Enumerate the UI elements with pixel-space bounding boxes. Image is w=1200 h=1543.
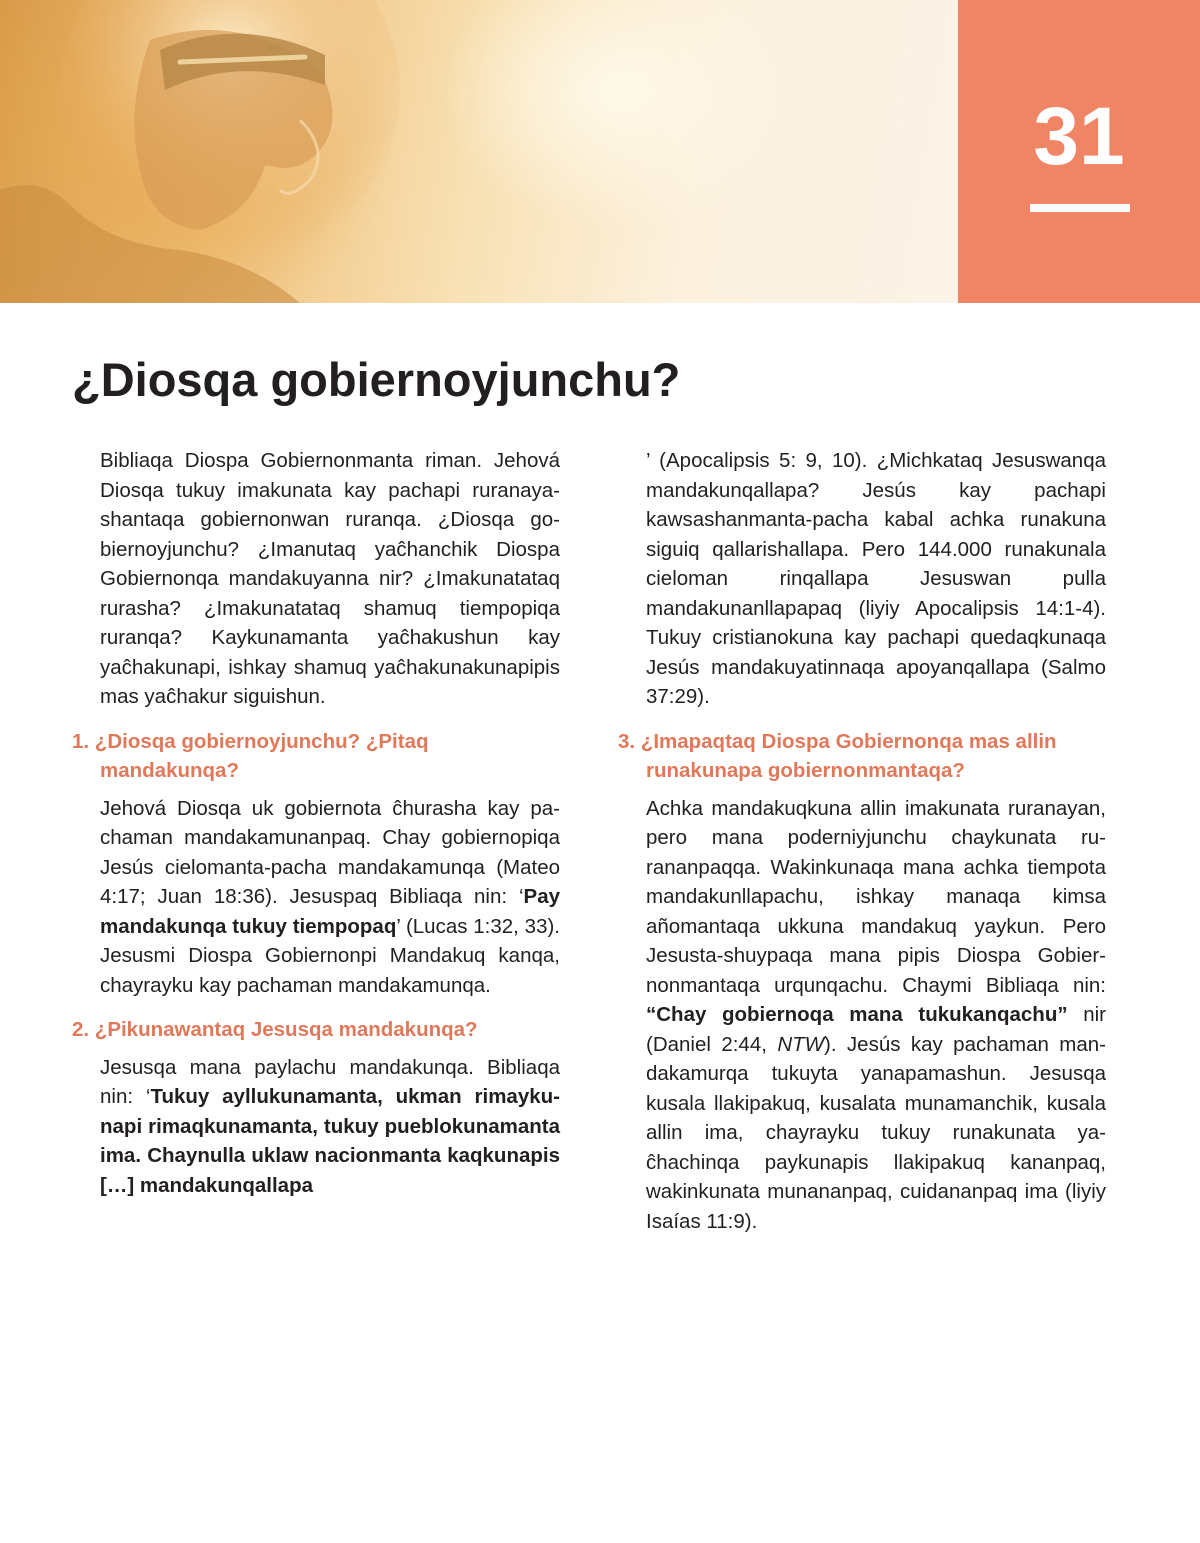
text-column-left [72,446,560,1200]
intro-paragraph: Bibliaqa Diospa Gobiernonmanta riman. Jehová Diosqa tukuy imakunata kay pachapi ruranayashantaqa gobiernonwan ruranqa. ¿Diosqa gobiernoyjunchu? ¿Imanutaq yaĉhanchik Diospa Gobiernonqa mandakuyanna nir? ¿Imakunatataq rurasha? ¿Imakunatataq shamuq tiempopiqa ruranqa? Kaykunamanta yaĉhakushun kay yaĉhakunapi, ishkay shamuq yaĉhakunakunapipis mas yaĉhakur siguishun. [100,449,560,708]
section-3-version: NTW [777,1032,825,1056]
section-3-quote: “Chay gobiernoqa mana tukukanqachu” [646,1003,1068,1026]
question-2-heading: 2. ¿Pikunawantaq Jesusqa mandakunqa? [72,1018,478,1041]
section-3-paragraph [618,794,1106,1237]
section-3-text-b: nir (Daniel 2:44, [646,1003,1107,1056]
king-crowned-figure-image [0,0,420,303]
section-3-text-a: Achka mandakuqkuna allin imakunata ruranayan, pero mana poderniyjunchu chaykunata rurananpaqqa. Wakinkunaqa mana achka tiempota mandakunllapachu, ishkay manaqa kimsa añomantaqa ukkuna mandakuq yaykun. Pero Jesusta-shuypaqa mana pipis Diospa Gobiernonmantaqa urqunqachu. Chaymi Bibliaqa nin: [646,796,1106,997]
question-3-heading: 3. ¿Imapaqtaq Diospa Gobiernonqa mas allin runakunapa gobiernonmantaqa? [618,729,1057,782]
section-2-text-b: ’ (Apocalipsis 5: 9, 10). ¿Michkataq Jesuswanqa mandakunqallapa? Jesús kay pachapi kawsashanmanta-pacha kabal achka runakuna siguiq qallarishallapa. Pero 144.000 runakunala cieloman rinqallapa Jesuswan pulla mandakunanllapapaq (liyiy Apocalipsis 14:1-4). Tukuy cristianokuna kay pachapi quedaqkunaqa Jesús mandakuyatinnaqa apoyanqallapa (Salmo 37:29). [646,449,1106,708]
section-2-text-a: Jesusqa mana paylachu mandakunqa. Bibliaqa nin: ‘ [100,1055,560,1108]
question-1-heading: 1. ¿Diosqa gobiernoyjunchu? ¿Pitaq mandakunqa? [72,729,429,782]
section-1-text-a: Jehová Diosqa uk gobiernota ĉhurasha kay pachaman mandakamunanpaq. Chay gobiernopiqa Jesús cielomanta-pacha mandakamunqa (Mateo 4:17; Juan 18:36). Jesuspaq Bibliaqa nin: ‘ [100,796,560,908]
text-column-right [618,446,1106,1236]
section-1-text-b: ’ (Lucas 1:32, 33). Jesusmi Diospa Gobiernonpi Mandakuq kanqa, chayrayku kay pachaman mandakamunqa. [100,914,560,997]
section-1-quote: Pay mandakunqa tukuy tiempopaq [100,885,560,938]
header-banner [0,0,958,303]
section-2-quote: Tukuy ayllukunamanta, ukman rimaykunapi rimaqkunamanta, tukuy pueblokunamanta ima. Chaynulla uklaw nacionmanta kaqkunapis […] mandakunqallapa [100,1085,560,1197]
section-3-text-c: ). Jesús kay pachaman mandakamurqa tukuyta yanapamashun. Jesusqa kusala llakipakuq, kusalata munamanchik, kusala allin ima, chayrayku tukuy runakunata yaĉhachinqa paykunapis llakipakuq kananpaq, wakinkunata munananpaq, cuidananpaq ima (liyiy Isaías 11:9). [646,1032,1106,1233]
section-2-paragraph [72,1053,560,1201]
section-1-paragraph [72,794,560,1001]
section-2-paragraph-continued [618,446,1106,712]
page-title: ¿Diosqa gobiernoyjunchu? [72,353,681,406]
chapter-badge [958,0,1200,303]
chapter-underline [1030,204,1130,212]
chapter-number: 31 [1033,91,1125,182]
